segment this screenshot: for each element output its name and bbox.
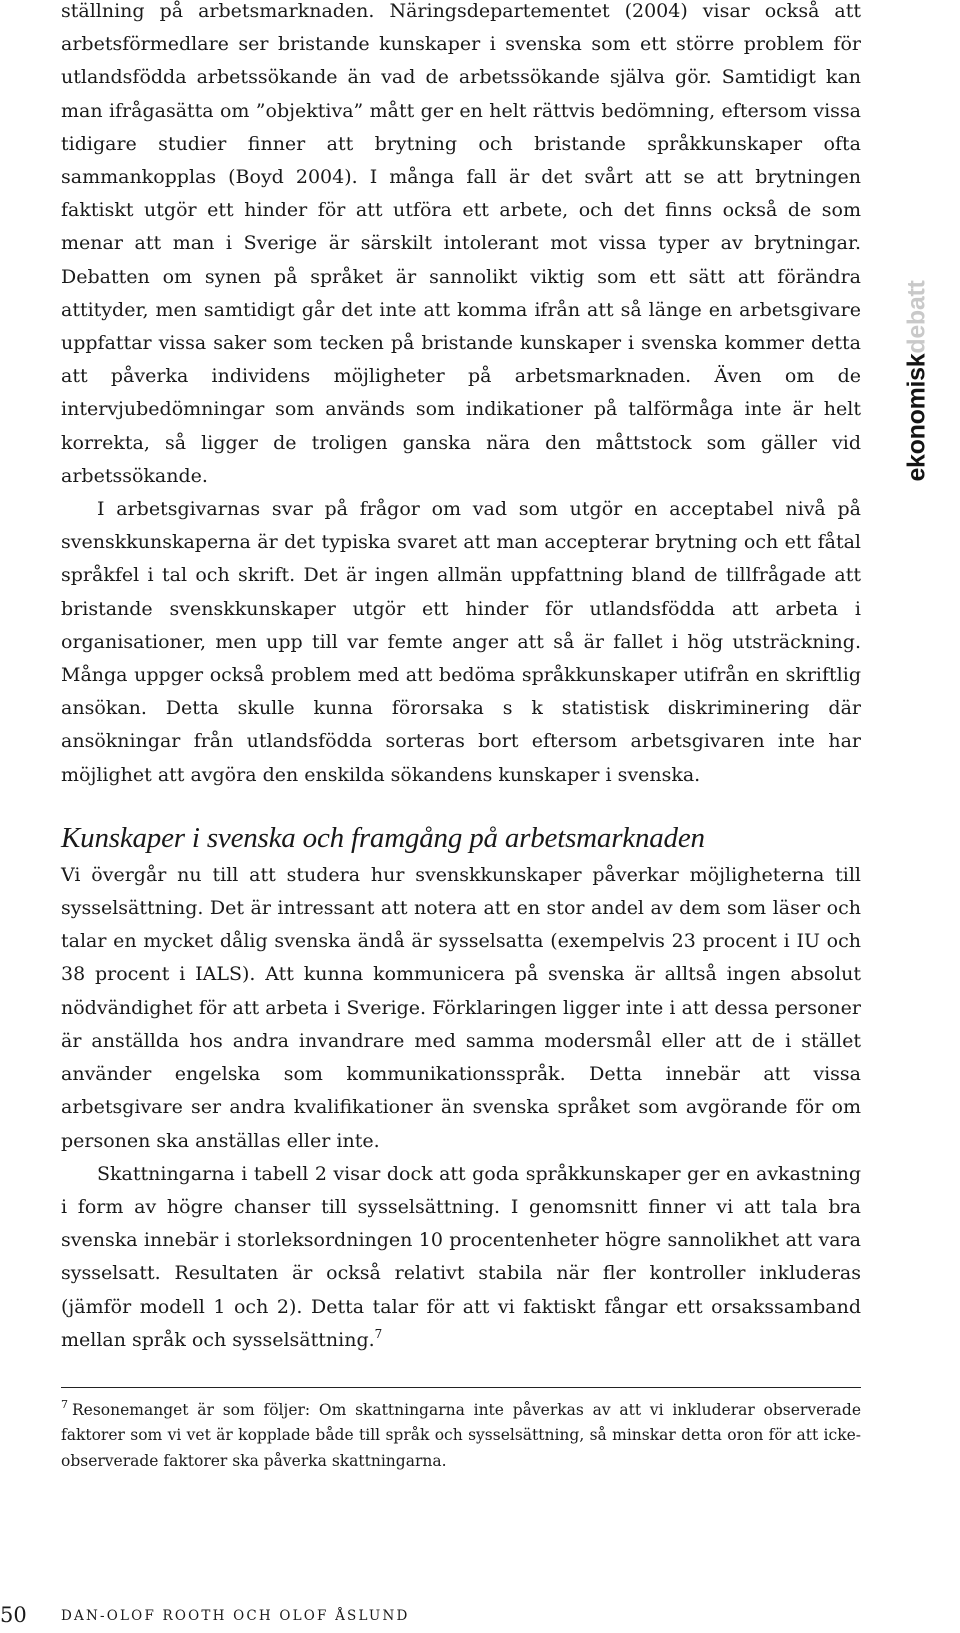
- body-paragraph: Vi övergår nu till att studera hur svenskkunskaper påverkar möjligheterna till sysselsättning. Det är intressant att notera att en stor andel av dem som läser och talar en mycket dålig svenska ändå är sysselsatta (exempelvis 23 procent i IU och 38 procent i IALS). Att kunna kommunicera på svenska är alltså ingen absolut nödvändighet för att arbeta i Sverige. Förklaringen ligger inte i att dessa personer är anställda hos andra invandrare med samma modersmål eller att de i stället använder engelska som kommunikationsspråk. Detta innebär att vissa arbetsgivare ser andra kvalifikationer än svenska språket som avgörande för om personen ska anställas eller inte.: [61, 863, 861, 1152]
- footnote-divider: [61, 1387, 861, 1388]
- footnote-text: Resonemanget är som följer: Om skattningarna inte påverkas av att vi inkluderar observerade faktorer som vi vet är kopplade både till språk och sysselsättning, så minskar detta oron för att icke-observerade faktorer ska påverka skattningarna.: [61, 1400, 861, 1470]
- journal-side-label: [897, 276, 937, 486]
- page-footer: [0, 1600, 960, 1630]
- body-paragraph: I arbetsgivarnas svar på frågor om vad som utgör en acceptabel nivå på svenskkunskaperna är det typiska svaret att man accepterar brytning och ett fåtal språkfel i tal och skrift. Det är ingen allmän uppfattning bland de tillfrågade att bristande svenskkunskaper utgör ett hinder för utlandsfödda att arbeta i organisationer, men upp till var femte anger att så är fallet i hög utsträckning. Många uppger också problem med att bedöma språkkunskaper utifrån en skriftlig ansökan. Detta skulle kunna förorsaka s k statistisk diskriminering där ansökningar från utlandsfödda sorteras bort eftersom arbetsgivaren inte har möjlighet att avgöra den enskilda sökandens kunskaper i svenska.: [61, 498, 861, 786]
- section-heading: Kunskaper i svenska och framgång på arbetsmarknaden: [61, 821, 705, 854]
- footnote-reference[interactable]: 7: [374, 1326, 383, 1341]
- journal-name-part2: debatt: [902, 280, 931, 354]
- body-paragraph: [61, 1158, 861, 1357]
- running-footer-authors: DAN-OLOF ROOTH OCH OLOF ÅSLUND: [61, 1608, 410, 1624]
- body-paragraph: ställning på arbetsmarknaden. Näringsdepartementet (2004) visar också att arbetsförmedlare ser bristande kunskaper i svenska som ett större problem för utlandsfödda arbetssökande än vad de arbetssökande själva gör. Samtidigt kan man ifrågasätta om ”objektiva” mått ger en helt rättvis bedömning, eftersom vissa tidigare studier finner att brytning och bristande språkkunskaper ofta sammankopplas (Boyd 2004). I många fall är det svårt att se att brytningen faktiskt utgör ett hinder för att utföra ett arbete, och det finns också de som menar att man i Sverige är särskilt intolerant mot vissa typer av brytningar. Debatten om synen på språket är sannolikt viktig som ett sätt att förändra attityder, men samtidigt går det inte att komma ifrån att så länge en arbetsgivare uppfattar vissa saker som tecken på bristande kunskaper i svenska kommer detta att påverka individens möjligheter på arbetsmarknaden. Även om de intervjubedömningar som används som indikationer på talförmåga inte är helt korrekta, så ligger de troligen ganska nära den måttstock som gäller vid arbetssökande.: [61, 0, 861, 487]
- page-number: 50: [0, 1603, 27, 1627]
- footnote: [61, 1398, 861, 1475]
- footnote-marker: 7: [61, 1397, 68, 1411]
- paragraph-text: Skattningarna i tabell 2 visar dock att goda språkkunskaper ger en avkastning i form av högre chanser till sysselsättning. I genomsnitt finner vi att tala bra svenska innebär i storleksordningen 10 procentenheter högre sannolikhet att vara sysselsatt. Resultaten är också relativt stabila när fler kontroller inkluderas (jämför modell 1 och 2). Detta talar för att vi faktiskt fångar ett orsakssamband mellan språk och sysselsättning.: [61, 1162, 861, 1351]
- page-content: [61, 0, 861, 1474]
- journal-name-part1: ekonomisk: [902, 353, 931, 482]
